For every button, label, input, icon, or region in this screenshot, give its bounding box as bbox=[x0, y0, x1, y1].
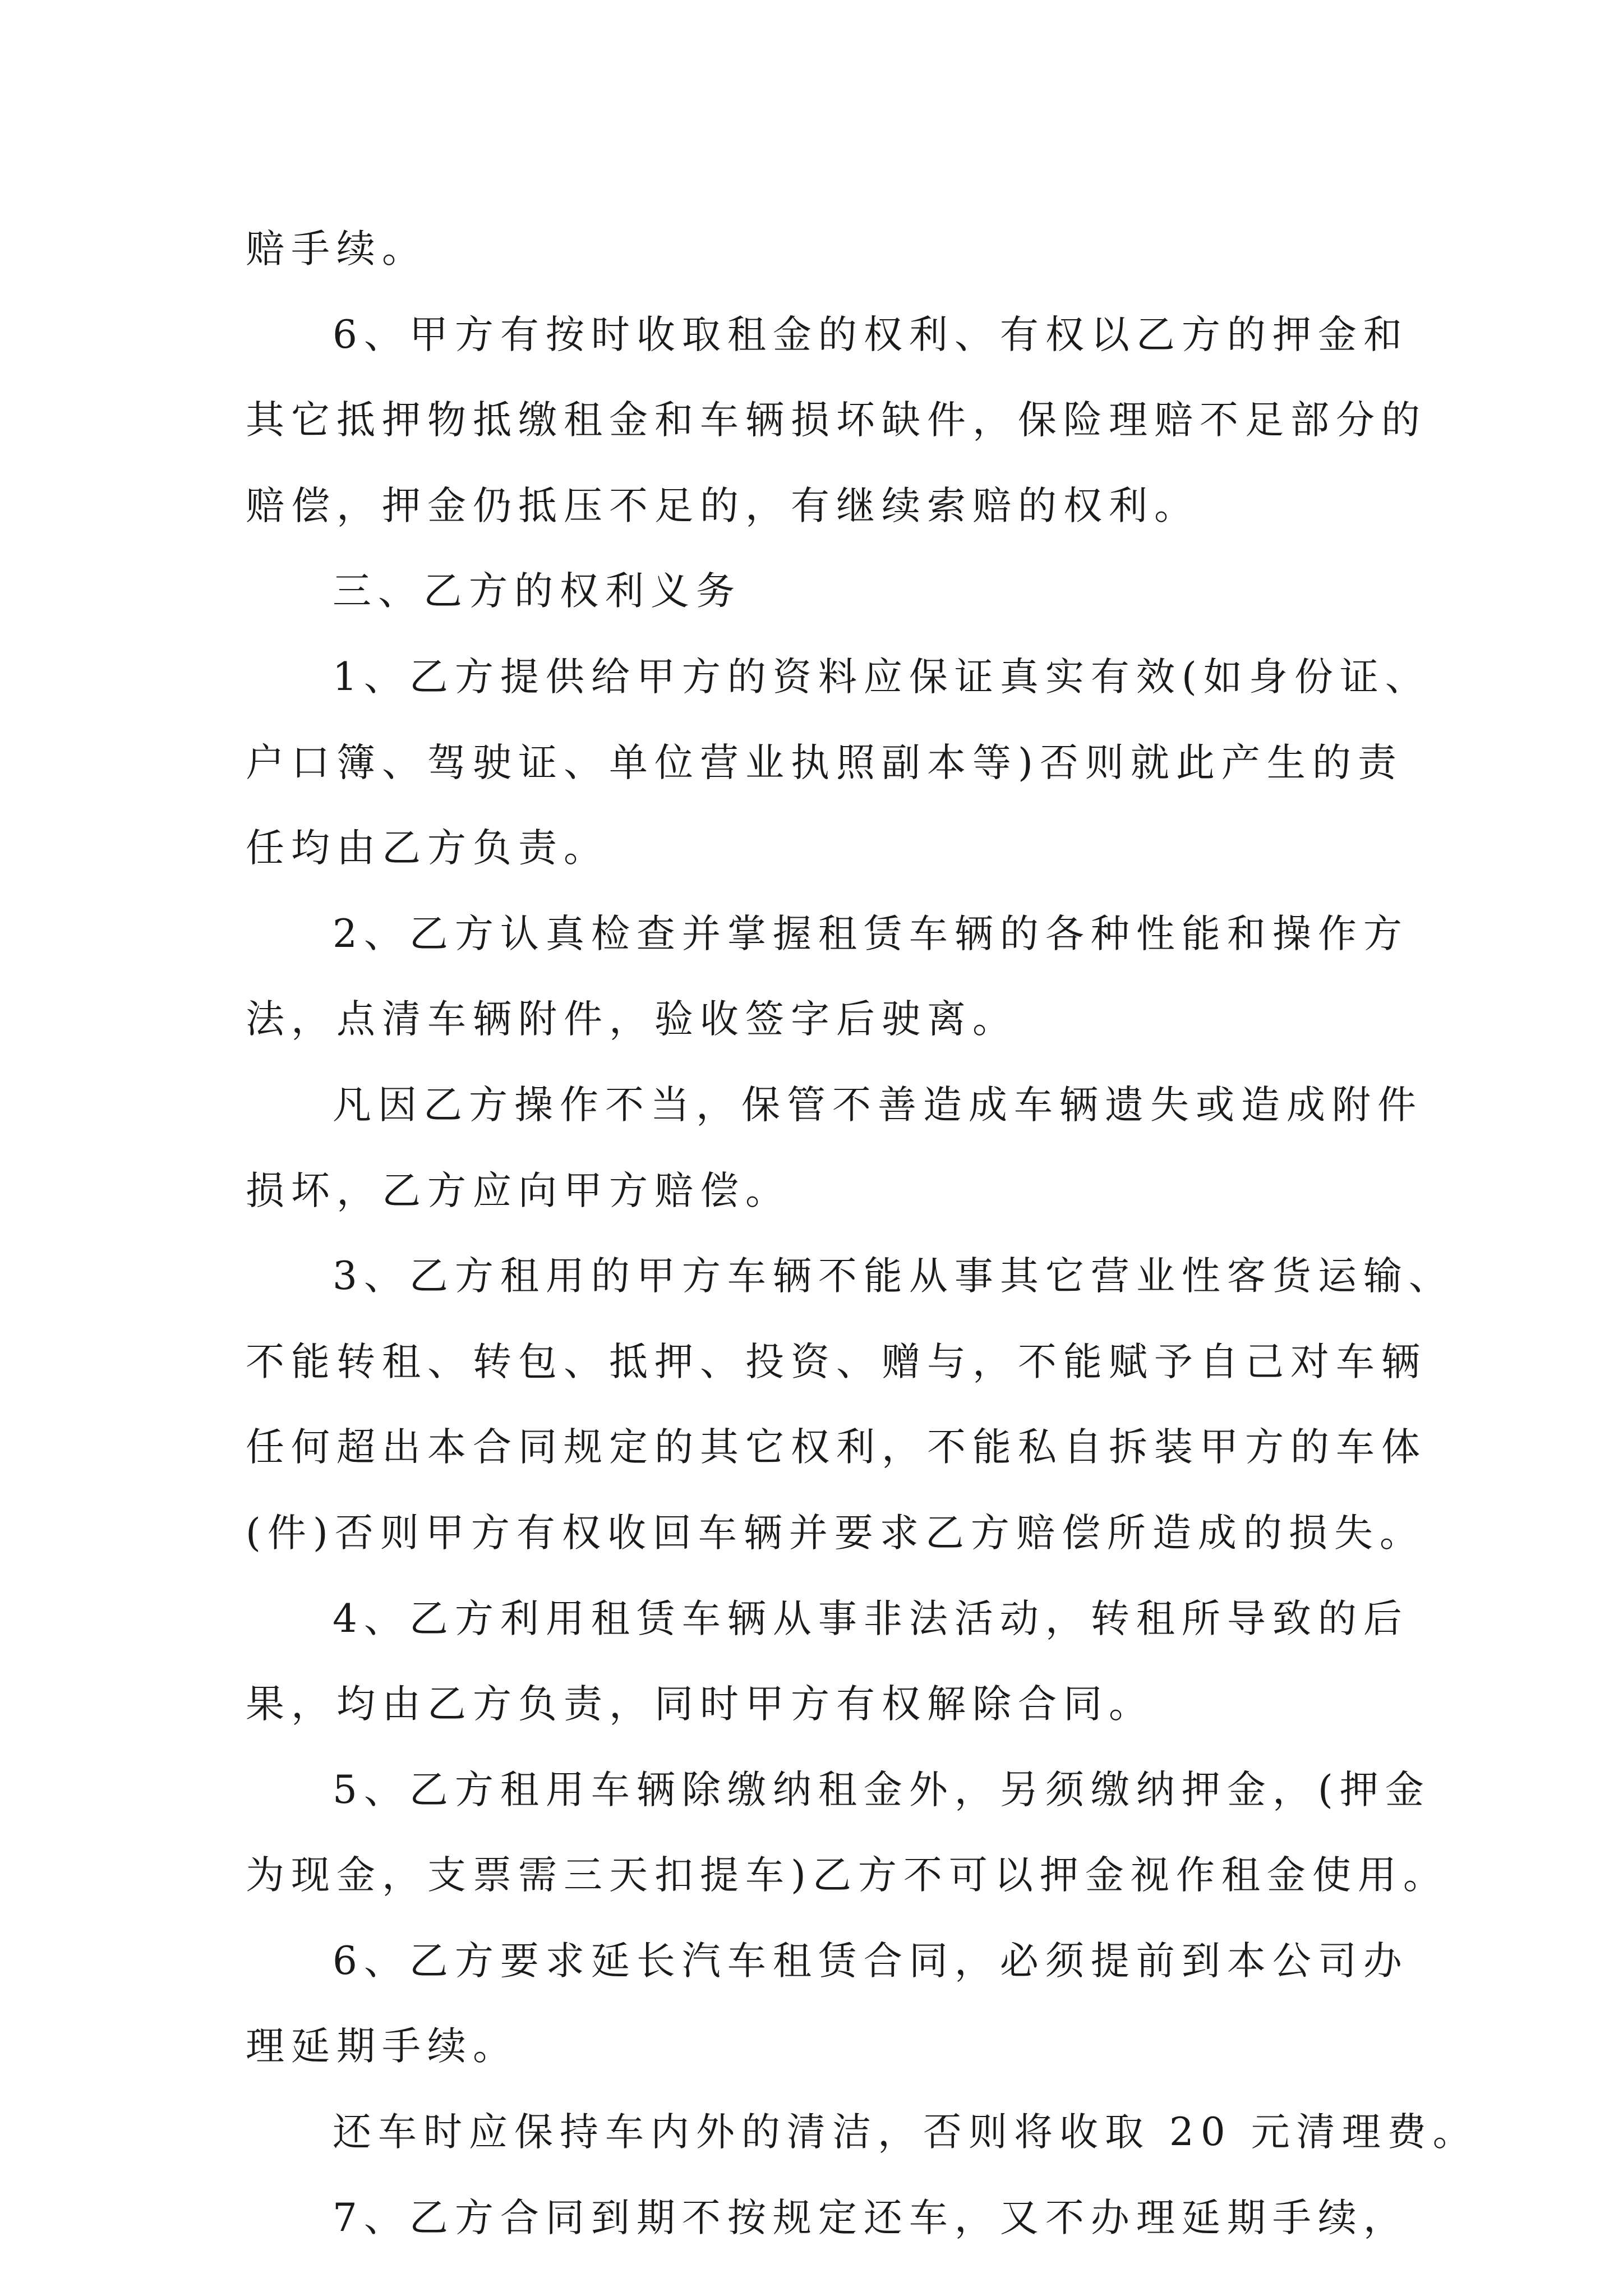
text-line: 1、乙方提供给甲方的资料应保证真实有效(如身份证、 bbox=[333, 654, 1431, 700]
contract-text bbox=[246, 206, 1478, 2261]
text-line: 4、乙方利用租赁车辆从事非法活动，转租所导致的后 bbox=[333, 1596, 1409, 1641]
text-line: 任均由乙方负责。 bbox=[246, 826, 609, 871]
text-line: 还车时应保持车内外的清洁，否则将收取 20 元清理费。 bbox=[333, 2110, 1478, 2155]
text-line: (件)否则甲方有权收回车辆并要求乙方赔偿所造成的损失。 bbox=[246, 1510, 1425, 1556]
text-line: 理延期手续。 bbox=[246, 2024, 518, 2069]
text-line: 法，点清车辆附件，验收签字后驶离。 bbox=[246, 997, 1018, 1042]
text-line: 户口簿、驾驶证、单位营业执照副本等)否则就此产生的责 bbox=[246, 740, 1403, 785]
text-line: 为现金，支票需三天扣提车)乙方不可以押金视作租金使用。 bbox=[246, 1853, 1449, 1898]
text-line: 任何超出本合同规定的其它权利，不能私自拆装甲方的车体 bbox=[246, 1425, 1427, 1470]
text-line: 其它抵押物抵缴租金和车辆损坏缺件，保险理赔不足部分的 bbox=[246, 398, 1427, 443]
text-line: 凡因乙方操作不当，保管不善造成车辆遗失或造成附件 bbox=[333, 1082, 1423, 1128]
text-line: 损坏，乙方应向甲方赔偿。 bbox=[246, 1168, 791, 1213]
text-line: 不能转租、转包、抵押、投资、赠与，不能赋予自己对车辆 bbox=[246, 1339, 1427, 1384]
text-line: 2、乙方认真检查并掌握租赁车辆的各种性能和操作方 bbox=[333, 911, 1409, 956]
text-line: 6、甲方有按时收取租金的权利、有权以乙方的押金和 bbox=[333, 312, 1409, 357]
text-line: 5、乙方租用车辆除缴纳租金外，另须缴纳押金，(押金 bbox=[333, 1767, 1431, 1812]
text-line: 果，均由乙方负责，同时甲方有权解除合同。 bbox=[246, 1682, 1154, 1727]
text-line: 赔偿，押金仍抵压不足的，有继续索赔的权利。 bbox=[246, 483, 1200, 528]
text-line: 3、乙方租用的甲方车辆不能从事其它营业性客货运输、 bbox=[333, 1254, 1454, 1299]
section-heading: 三、乙方的权利义务 bbox=[333, 569, 741, 614]
text-line: 7、乙方合同到期不按规定还车，又不办理延期手续， bbox=[333, 2195, 1409, 2240]
text-line: 6、乙方要求延长汽车租赁合同，必须提前到本公司办 bbox=[333, 1938, 1409, 1984]
text-line: 赔手续。 bbox=[246, 227, 427, 272]
